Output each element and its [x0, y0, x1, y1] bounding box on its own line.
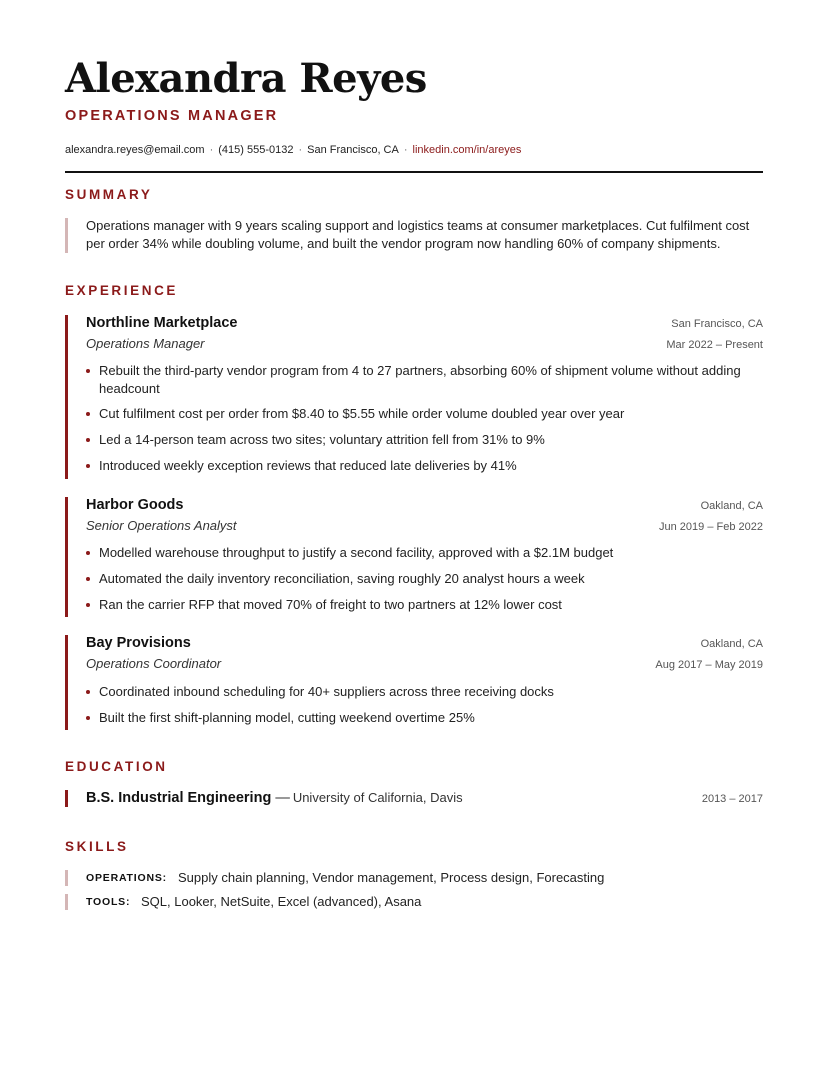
job-dates: Jun 2019 – Feb 2022	[659, 521, 763, 533]
job-bullet: Cut fulfilment cost per order from $8.40 to $5.55 while order volume doubled year over year	[99, 405, 763, 423]
education-years: 2013 – 2017	[701, 793, 763, 805]
job-dates: Mar 2022 – Present	[666, 339, 763, 351]
job-company: Harbor Goods	[86, 497, 184, 513]
summary-accent-bar	[65, 218, 68, 253]
section-heading-experience: EXPERIENCE	[65, 283, 179, 298]
job-entry	[65, 635, 763, 730]
section-heading-summary: SUMMARY	[65, 187, 153, 202]
job-location: San Francisco, CA	[671, 318, 763, 330]
education-school: University of California, Davis	[292, 790, 463, 805]
job-bullet: Coordinated inbound scheduling for 40+ suppliers across three receiving docks	[99, 683, 763, 701]
candidate-name: Alexandra Reyes	[65, 55, 427, 102]
job-bullet: Introduced weekly exception reviews that reduced late deliveries by 41%	[99, 457, 763, 475]
header-divider	[65, 171, 763, 173]
skill-label: OPERATIONS:	[86, 872, 167, 884]
job-company: Northline Marketplace	[86, 315, 238, 331]
job-bullet: Rebuilt the third-party vendor program from 4 to 27 partners, absorbing 60% of shipment volume without adding headcount	[99, 362, 763, 398]
summary-text: Operations manager with 9 years scaling support and logistics teams at consumer marketplaces. Cut fulfilment cost per order 34% while doubling volume, and built the vendor program now handling 60% of company shipments.	[86, 218, 750, 251]
job-accent-bar	[65, 497, 68, 617]
contact-separator: ·	[298, 144, 303, 156]
education-degree: B.S. Industrial Engineering	[86, 790, 272, 806]
job-title: Senior Operations Analyst	[86, 518, 237, 533]
education-dash: —	[275, 790, 290, 806]
job-bullet: Modelled warehouse throughput to justify a second facility, approved with a $2.1M budget	[99, 544, 763, 562]
skill-accent-bar	[65, 870, 68, 886]
linkedin-link[interactable]: linkedin.com/in/areyes	[412, 144, 522, 156]
job-company: Bay Provisions	[86, 635, 191, 651]
contact-separator: ·	[403, 144, 408, 156]
contact-location: San Francisco, CA	[307, 144, 399, 156]
skill-value: Supply chain planning, Vendor management, Process design, Forecasting	[178, 870, 605, 885]
skill-label: TOOLS:	[86, 896, 131, 908]
skill-value: SQL, Looker, NetSuite, Excel (advanced), Asana	[141, 894, 422, 909]
job-bullet: Ran the carrier RFP that moved 70% of freight to two partners at 12% lower cost	[99, 596, 763, 614]
skill-row	[65, 869, 763, 887]
education-entry	[65, 788, 763, 808]
section-heading-skills: SKILLS	[65, 839, 129, 854]
education-degree-line	[86, 789, 463, 807]
job-location: Oakland, CA	[700, 500, 763, 512]
job-bullet: Automated the daily inventory reconciliation, saving roughly 20 analyst hours a week	[99, 570, 763, 588]
section-heading-education: EDUCATION	[65, 759, 168, 774]
candidate-role: OPERATIONS MANAGER	[65, 108, 279, 124]
job-bullet: Led a 14-person team across two sites; voluntary attrition fell from 31% to 9%	[99, 431, 763, 449]
contact-email[interactable]: alexandra.reyes@email.com	[65, 144, 205, 156]
job-dates: Aug 2017 – May 2019	[655, 659, 763, 671]
job-entry	[65, 315, 763, 479]
skill-accent-bar	[65, 894, 68, 910]
contact-phone: (415) 555-0132	[218, 144, 294, 156]
job-bullet: Built the first shift-planning model, cutting weekend overtime 25%	[99, 709, 763, 727]
job-location: Oakland, CA	[700, 638, 763, 650]
skill-row	[65, 893, 763, 911]
job-title: Operations Coordinator	[86, 656, 222, 671]
education-accent-bar	[65, 790, 68, 807]
contact-line	[65, 143, 521, 157]
job-title: Operations Manager	[86, 336, 205, 351]
job-entry	[65, 497, 763, 617]
job-accent-bar	[65, 315, 68, 479]
contact-separator: ·	[209, 144, 214, 156]
summary-block	[65, 217, 763, 253]
job-accent-bar	[65, 635, 68, 730]
